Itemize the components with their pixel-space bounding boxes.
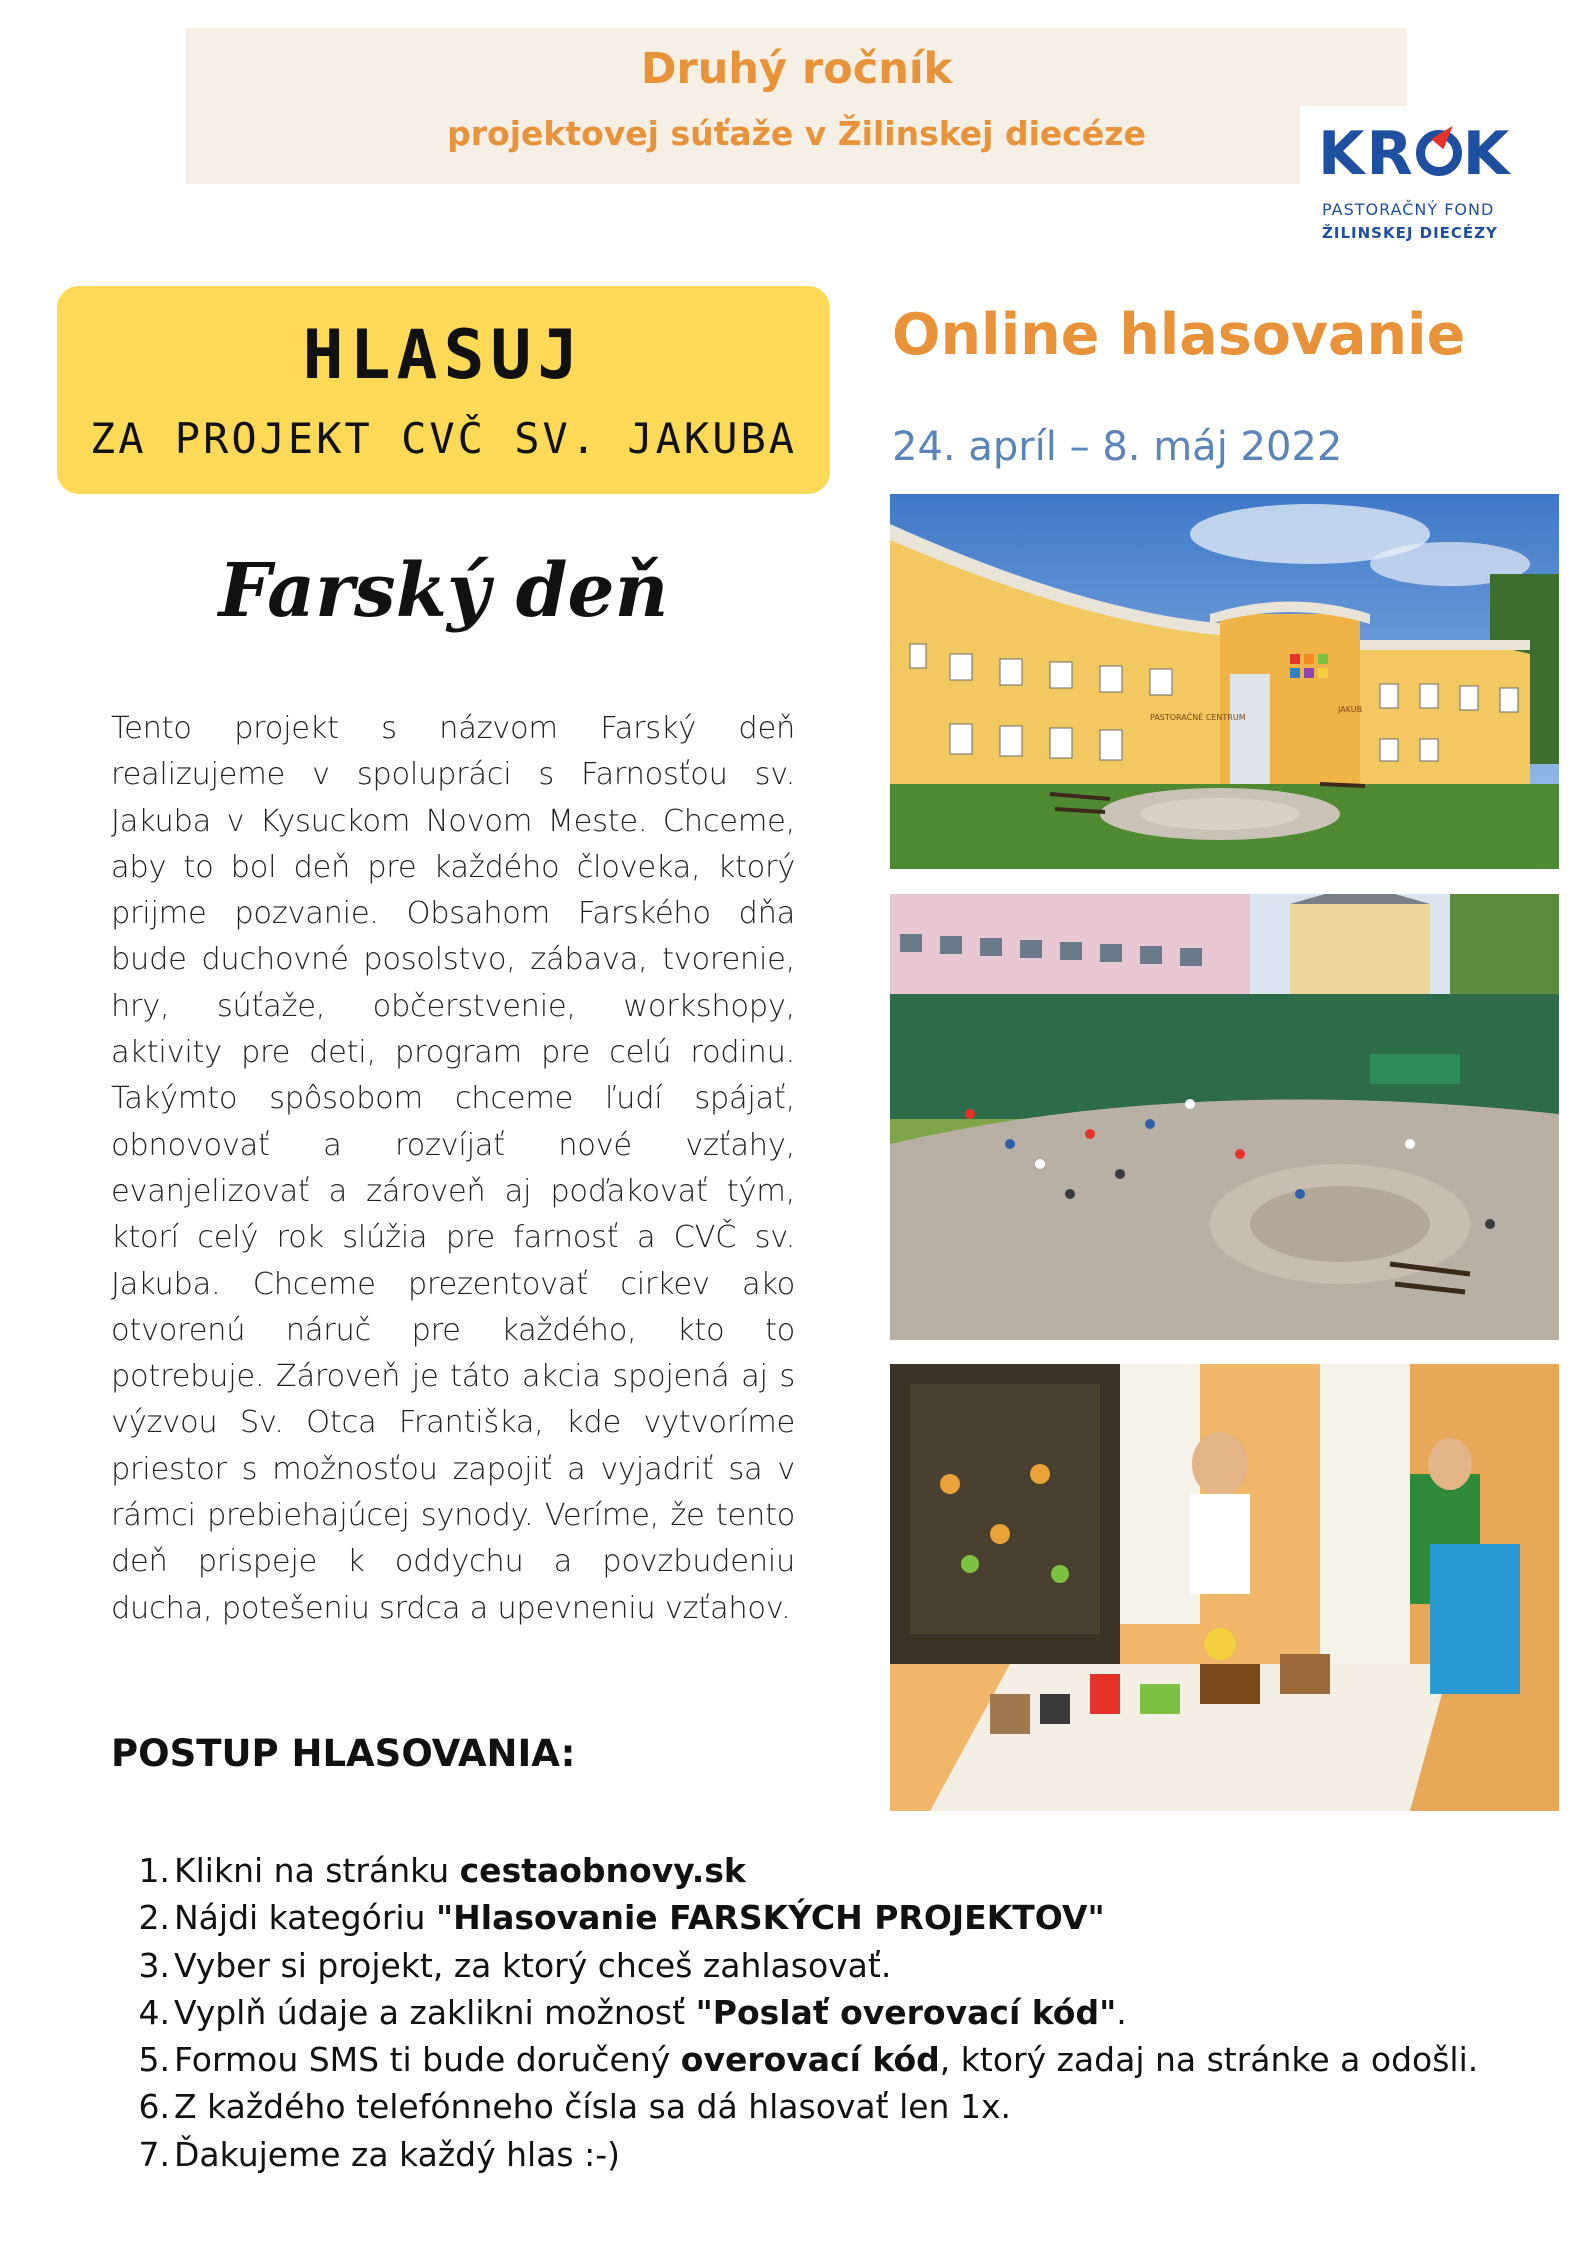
compass-icon [1416, 130, 1462, 176]
vote-subtitle: ZA PROJEKT CVČ SV. JAKUBA [89, 414, 798, 463]
step-number: 7. [138, 2134, 170, 2174]
photo-workshop-table [890, 1364, 1559, 1811]
step-number: 3. [138, 1945, 170, 1985]
step-number: 6. [138, 2087, 170, 2127]
step-highlight: "Poslať overovací kód" [695, 1992, 1117, 2032]
logo-wordmark [1318, 119, 1512, 189]
logo-word-start: KR [1318, 119, 1415, 189]
project-title: Farský deň [218, 548, 669, 634]
list-item [130, 1894, 1530, 1941]
step-number: 1. [138, 1851, 170, 1890]
list-item [130, 1989, 1530, 2036]
online-voting-title: Online hlasovanie [892, 302, 1466, 368]
step-text: Vyplň údaje a zaklikni možnosť "Poslať overovací kód". [174, 1992, 1127, 2032]
step-number: 2. [138, 1898, 170, 1938]
logo-word-end: K [1462, 119, 1512, 189]
banner-title: Druhý ročník [640, 44, 953, 94]
list-item [130, 2131, 1530, 2178]
krok-logo [1300, 106, 1548, 254]
step-number: 4. [138, 1992, 170, 2032]
list-item [130, 2036, 1530, 2083]
photo-outdoor-gathering [890, 894, 1559, 1340]
building-sign-2: JAKUB [1338, 705, 1363, 714]
step-text: Klikni na stránku cestaobnovy.sk [174, 1851, 746, 1890]
banner-subtitle: projektovej súťaže v Žilinskej diecéze [447, 114, 1146, 153]
list-item [130, 2083, 1530, 2130]
step-text: Z každého telefónneho čísla sa dá hlasovať len 1x. [174, 2087, 1011, 2127]
building-sign: PASTORAČNÉ CENTRUM [1150, 713, 1246, 722]
step-text: Nájdi kategóriu "Hlasovanie FARSKÝCH PROJEKTOV" [174, 1898, 1105, 1938]
step-text: Formou SMS ti bude doručený overovací kód, ktorý zadaj na stránke a odošli. [174, 2040, 1479, 2080]
project-description: Tento projekt s názvom Farský deň realizujeme v spolupráci s Farnosťou sv. Jakuba v Kysuckom Novom Meste. Chceme, aby to bol deň pre každého človeka, ktorý prijme pozvanie. Obsahom Farského dňa bude duchovné posolstvo, zábava, tvorenie, hry, súťaže, občerstvenie, workshopy, aktivity pre deti, program pre celú rodinu. Takýmto spôsobom chceme ľudí spájať, obnovovať a rozvíjať nové vzťahy, evanjelizovať a zároveň aj poďakovať tým, ktorí celý rok slúžia pre farnosť a CVČ sv. Jakuba. Chceme prezentovať cirkev ako otvorenú náruč pre každého, kto to potrebuje. Zároveň je táto akcia spojená aj s výzvou Sv. Otca Františka, kde vytvoríme priestor s možnosťou zapojiť a vyjadriť sa v rámci prebiehajúcej synody. Veríme, že tento deň prispeje k oddychu a povzbudeniu ducha, potešeniu srdca a upevneniu vzťahov. [111, 711, 795, 1626]
step-highlight: overovací kód [680, 2040, 940, 2080]
step-highlight: cestaobnovy.sk [459, 1851, 746, 1890]
step-highlight: "Hlasovanie FARSKÝCH PROJEKTOV" [435, 1898, 1105, 1938]
voting-dates: 24. apríl – 8. máj 2022 [892, 424, 1343, 470]
logo-line2: ŽILINSKEJ DIECÉZY [1322, 224, 1498, 242]
steps-heading: POSTUP HLASOVANIA: [111, 1732, 576, 1775]
top-banner [186, 28, 1407, 184]
step-number: 5. [138, 2040, 170, 2080]
list-item [130, 1847, 1530, 1894]
voting-steps-list [130, 1847, 1530, 2178]
vote-title: HLASUJ [302, 316, 585, 395]
step-text: Ďakujeme za každý hlas :-) [174, 2134, 621, 2174]
vote-callout [57, 286, 830, 494]
list-item [130, 1942, 1530, 1989]
logo-line1: PASTORAČNÝ FOND [1322, 200, 1495, 219]
step-text: Vyber si projekt, za ktorý chceš zahlasovať. [174, 1945, 892, 1985]
photo-parish-center-building [890, 494, 1559, 869]
